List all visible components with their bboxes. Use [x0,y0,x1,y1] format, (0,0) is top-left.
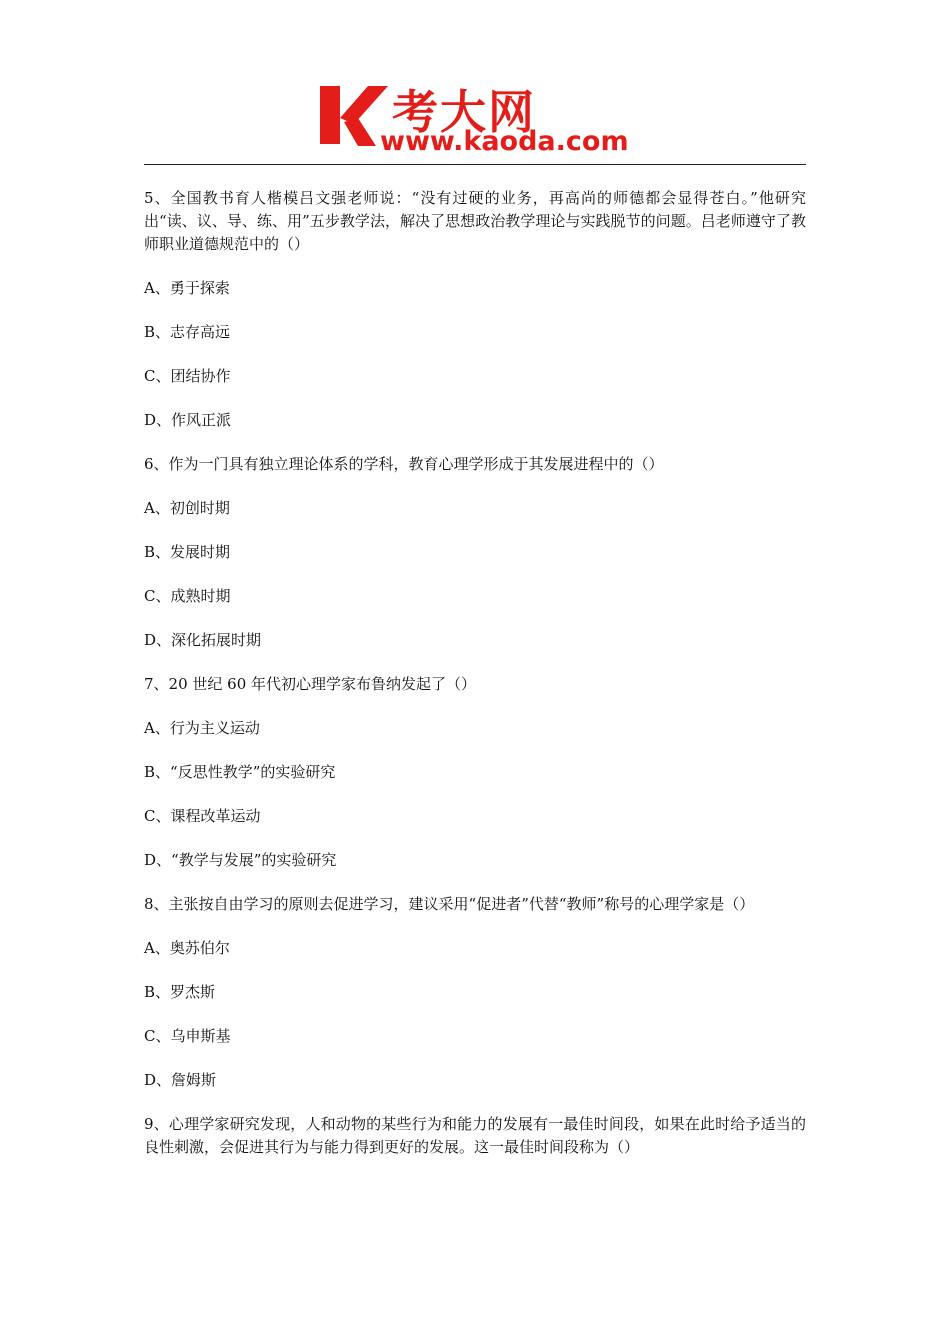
question-item [144,453,806,652]
header-divider [144,164,806,165]
question-item [144,1113,806,1159]
option-a: A、奥苏伯尔 [144,939,230,957]
option-b: B、志存高远 [144,323,231,341]
option-c: C、乌申斯基 [144,1027,231,1045]
option-a: A、初创时期 [144,499,230,517]
option-d: D、深化拓展时期 [144,631,262,649]
option-a: A、勇于探索 [144,279,230,297]
option-b: B、发展时期 [144,543,231,561]
option-b: B、罗杰斯 [144,983,216,1001]
question-list [144,187,806,1180]
option-c: C、团结协作 [144,367,231,385]
question-stem: 8、主张按自由学习的原则去促进学习，建议采用“促进者”代替“教师”称号的心理学家是（） [144,895,755,913]
question-item [144,893,806,1092]
option-b: B、“反思性教学”的实验研究 [144,763,336,781]
option-d: D、作风正派 [144,411,232,429]
option-c: C、成熟时期 [144,587,231,605]
k-logo-icon [318,82,388,152]
question-stem: 5、全国教书育人楷模吕文强老师说：“没有过硬的业务，再高尚的师德都会显得苍白。”他研究出“读、议、导、练、用”五步教学法，解决了思想政治教学理论与实践脱节的问题。吕老师遵守了教师职业道德规范中的（） [144,189,806,253]
option-d: D、“教学与发展”的实验研究 [144,851,337,869]
logo-chinese-name: 考大网 [392,85,536,139]
option-c: C、课程改革运动 [144,807,261,825]
kaoda-logo [318,82,638,158]
logo-url: www.kaoda.com [380,126,629,157]
option-d: D、詹姆斯 [144,1071,217,1089]
question-stem: 7、20 世纪 60 年代初心理学家布鲁纳发起了（） [144,675,477,693]
question-stem: 9、心理学家研究发现，人和动物的某些行为和能力的发展有一最佳时间段，如果在此时给予适当的良性刺激，会促进其行为与能力得到更好的发展。这一最佳时间段称为（） [144,1115,806,1156]
question-item [144,673,806,872]
question-stem: 6、作为一门具有独立理论体系的学科，教育心理学形成于其发展进程中的（） [144,455,664,473]
option-a: A、行为主义运动 [144,719,260,737]
question-item [144,187,806,432]
